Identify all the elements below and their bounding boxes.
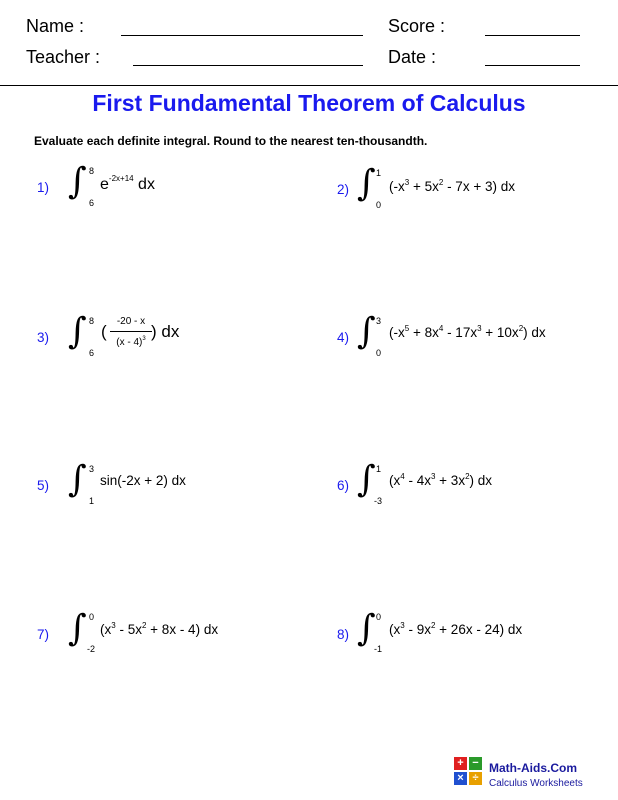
integrand: $(x^4 - 4x^3 + 3x^2)$ dx <box>389 472 493 488</box>
integral-sign: ∫ <box>68 161 87 202</box>
integrand: $(x^3 - 5x^2 + 8x - 4)$ dx <box>100 621 219 637</box>
upper-limit: 3 <box>89 464 95 474</box>
plus-icon: + <box>454 757 467 770</box>
integral-sign: ∫ <box>357 311 376 352</box>
open-paren: ( <box>101 322 107 341</box>
upper-limit: 8 <box>89 316 95 326</box>
score-line[interactable] <box>485 35 580 36</box>
date-label: Date : <box>388 47 437 67</box>
upper-limit: 0 <box>376 612 382 622</box>
teacher-label: Teacher : <box>26 47 101 67</box>
integral-sign: ∫ <box>68 459 87 500</box>
integrand: $(x^3 - 9x^2 + 26x - 24)$ dx <box>389 621 523 637</box>
instructions: Evaluate each definite integral. Round to the nearest ten-thousandth. <box>34 134 428 148</box>
integral-sign: ∫ <box>68 608 87 649</box>
footer-subtitle: Calculus Worksheets <box>489 778 583 789</box>
lower-limit: 0 <box>376 348 382 358</box>
fraction-bar <box>110 331 152 332</box>
lower-limit: 6 <box>89 198 95 208</box>
lower-limit: -1 <box>374 644 383 654</box>
lower-limit: 6 <box>89 348 95 358</box>
minus-icon: − <box>469 757 482 770</box>
lower-limit: 1 <box>89 496 95 506</box>
integral-sign: ∫ <box>357 459 376 500</box>
integral-sign: ∫ <box>357 608 376 649</box>
name-label: Name : <box>26 16 85 36</box>
times-icon: × <box>454 772 467 785</box>
integrand: $(-x^5 + 8x^4 - 17x^3 + 10x^2)$ dx <box>389 324 546 340</box>
page-title: First Fundamental Theorem of Calculus <box>92 90 526 116</box>
fraction-numerator: -20 - x <box>116 316 146 327</box>
header-divider <box>0 85 618 86</box>
problem-number: 3) <box>37 330 50 345</box>
score-label: Score : <box>388 16 446 36</box>
problem-number: 5) <box>37 478 50 493</box>
close-dx: ) dx <box>151 322 180 341</box>
problem-number: 2) <box>337 182 350 197</box>
fraction-denominator: (x - 4)$^3$ <box>116 336 146 348</box>
upper-limit: 1 <box>376 464 382 474</box>
date-line[interactable] <box>485 65 580 66</box>
integrand: sin(-2x + 2) dx <box>100 473 186 488</box>
integral-sign: ∫ <box>68 311 87 352</box>
divide-icon: ÷ <box>469 772 482 785</box>
problem-number: 1) <box>37 180 50 195</box>
problem-number: 6) <box>337 478 350 493</box>
upper-limit: 1 <box>376 168 382 178</box>
problem-number: 7) <box>37 627 50 642</box>
teacher-line[interactable] <box>133 65 363 66</box>
integrand: $e^{-2x+14}$ dx <box>100 174 155 193</box>
problem-number: 4) <box>337 330 350 345</box>
upper-limit: 8 <box>89 166 95 176</box>
math-aids-logo-icon <box>454 757 484 787</box>
upper-limit: 0 <box>89 612 95 622</box>
lower-limit: 0 <box>376 200 382 210</box>
problem-number: 8) <box>337 627 350 642</box>
integral-sign: ∫ <box>357 163 376 204</box>
name-line[interactable] <box>121 35 363 36</box>
lower-limit: -3 <box>374 496 383 506</box>
lower-limit: -2 <box>87 644 96 654</box>
upper-limit: 3 <box>376 316 382 326</box>
footer-site[interactable]: Math-Aids.Com <box>489 761 577 775</box>
integrand: $(-x^3 + 5x^2 - 7x + 3)$ dx <box>389 178 515 194</box>
